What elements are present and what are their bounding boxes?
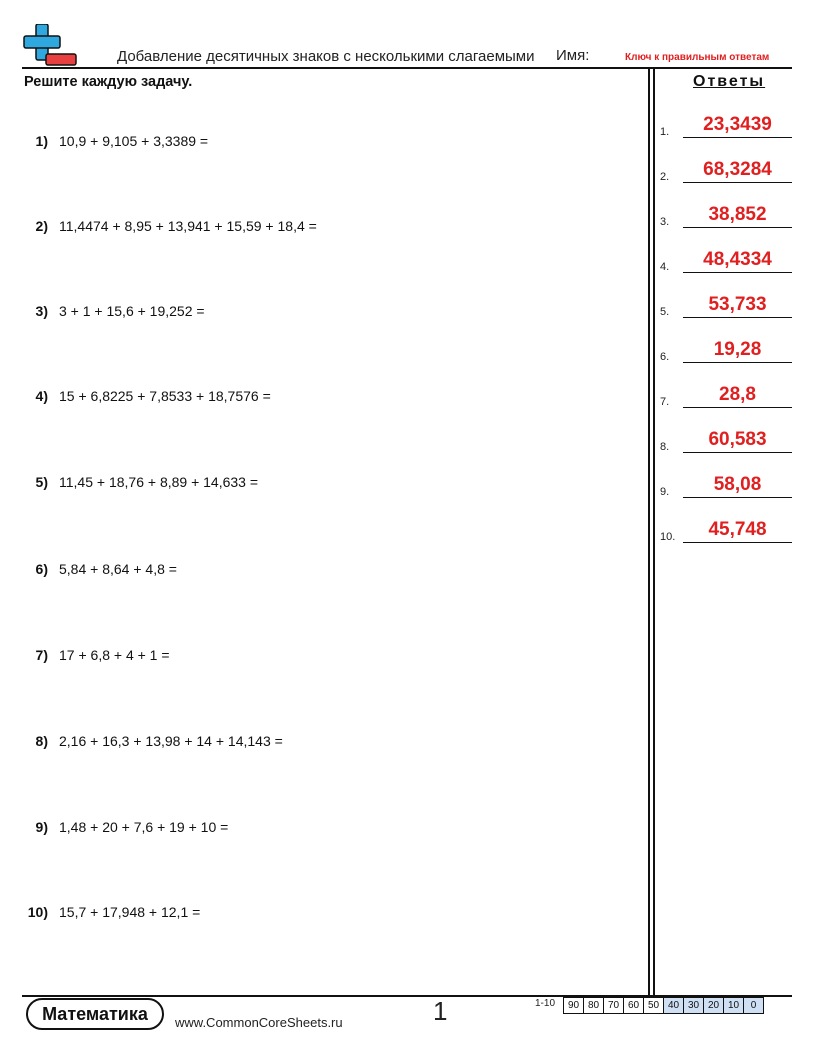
- column-divider: [653, 68, 655, 996]
- problem-number: 2): [35, 218, 48, 234]
- score-cell: 30: [684, 998, 704, 1014]
- answer-value: 28,8: [719, 384, 756, 405]
- answer-row: [660, 333, 795, 363]
- answer-line: [683, 272, 792, 273]
- answer-number: 10.: [660, 531, 676, 543]
- answer-row: [660, 198, 795, 228]
- instructions: Решите каждую задачу.: [24, 74, 193, 90]
- answer-line: [683, 497, 792, 498]
- answer-row: [660, 153, 795, 183]
- score-cell: 70: [604, 998, 624, 1014]
- answer-line: [683, 407, 792, 408]
- answer-number: 5.: [660, 306, 670, 318]
- answer-number: 9.: [660, 486, 670, 498]
- answer-row: [660, 243, 795, 273]
- answer-value: 53,733: [708, 294, 767, 315]
- problem-number: 1): [35, 133, 48, 149]
- problem-expression: 10,9 + 9,105 + 3,3389 =: [59, 133, 209, 149]
- answer-number: 8.: [660, 441, 670, 453]
- problem-number: 3): [35, 303, 48, 319]
- answers-heading: Ответы: [693, 73, 766, 90]
- answer-value: 45,748: [708, 519, 767, 540]
- answer-line: [683, 362, 792, 363]
- problem-expression: 15 + 6,8225 + 7,8533 + 18,7576 =: [59, 388, 271, 404]
- answer-row: [660, 108, 795, 138]
- problem-number: 9): [35, 819, 48, 835]
- worksheet-title: Добавление десятичных знаков с несколькими слагаемыми: [117, 48, 535, 65]
- score-range-label: 1-10: [535, 998, 556, 1009]
- answer-value: 19,28: [713, 339, 762, 360]
- score-table: [563, 997, 764, 1014]
- problem-expression: 11,4474 + 8,95 + 13,941 + 15,59 + 18,4 =: [59, 218, 317, 234]
- answer-key-label: Ключ к правильным ответам: [625, 52, 770, 63]
- math-logo-icon: [22, 24, 78, 68]
- answer-line: [683, 317, 792, 318]
- score-cell: 60: [624, 998, 644, 1014]
- answer-number: 1.: [660, 126, 670, 138]
- answer-number: 7.: [660, 396, 670, 408]
- column-divider: [648, 68, 650, 996]
- answer-value: 38,852: [708, 204, 767, 225]
- answer-value: 60,583: [708, 429, 767, 450]
- problem-number: 5): [35, 474, 48, 490]
- answer-line: [683, 137, 792, 138]
- problem-number: 7): [35, 647, 48, 663]
- answer-line: [683, 452, 792, 453]
- answer-line: [683, 542, 792, 543]
- name-label: Имя:: [556, 47, 590, 64]
- answer-number: 3.: [660, 216, 670, 228]
- answer-number: 6.: [660, 351, 670, 363]
- problem-expression: 17 + 6,8 + 4 + 1 =: [59, 647, 170, 663]
- score-cell: 0: [744, 998, 764, 1014]
- page-number: 1: [433, 996, 448, 1026]
- problem-expression: 11,45 + 18,76 + 8,89 + 14,633 =: [59, 474, 259, 490]
- score-cell: 50: [644, 998, 664, 1014]
- header-divider: [22, 67, 792, 69]
- problem-expression: 3 + 1 + 15,6 + 19,252 =: [59, 303, 205, 319]
- answer-number: 4.: [660, 261, 670, 273]
- answer-row: [660, 288, 795, 318]
- answer-row: [660, 423, 795, 453]
- score-cell: 40: [664, 998, 684, 1014]
- score-cell: 20: [704, 998, 724, 1014]
- answer-number: 2.: [660, 171, 670, 183]
- answer-value: 68,3284: [703, 159, 772, 180]
- problem-number: 8): [35, 733, 48, 749]
- brand-badge: Математика: [26, 998, 164, 1030]
- score-cell: 90: [564, 998, 584, 1014]
- answer-line: [683, 182, 792, 183]
- problem-number: 10): [27, 904, 48, 920]
- score-cell: 10: [724, 998, 744, 1014]
- answer-row: [660, 468, 795, 498]
- problem-expression: 1,48 + 20 + 7,6 + 19 + 10 =: [59, 819, 229, 835]
- answer-value: 58,08: [713, 474, 762, 495]
- answer-row: [660, 513, 795, 543]
- problem-expression: 15,7 + 17,948 + 12,1 =: [59, 904, 201, 920]
- score-cell: 80: [584, 998, 604, 1014]
- site-link[interactable]: www.CommonCoreSheets.ru: [175, 1015, 343, 1030]
- answer-row: [660, 378, 795, 408]
- problem-number: 6): [35, 561, 48, 577]
- answer-value: 23,3439: [703, 114, 772, 135]
- answer-line: [683, 227, 792, 228]
- problem-number: 4): [35, 388, 48, 404]
- answer-value: 48,4334: [703, 249, 772, 270]
- problem-expression: 5,84 + 8,64 + 4,8 =: [59, 561, 177, 577]
- problem-expression: 2,16 + 16,3 + 13,98 + 14 + 14,143 =: [59, 733, 283, 749]
